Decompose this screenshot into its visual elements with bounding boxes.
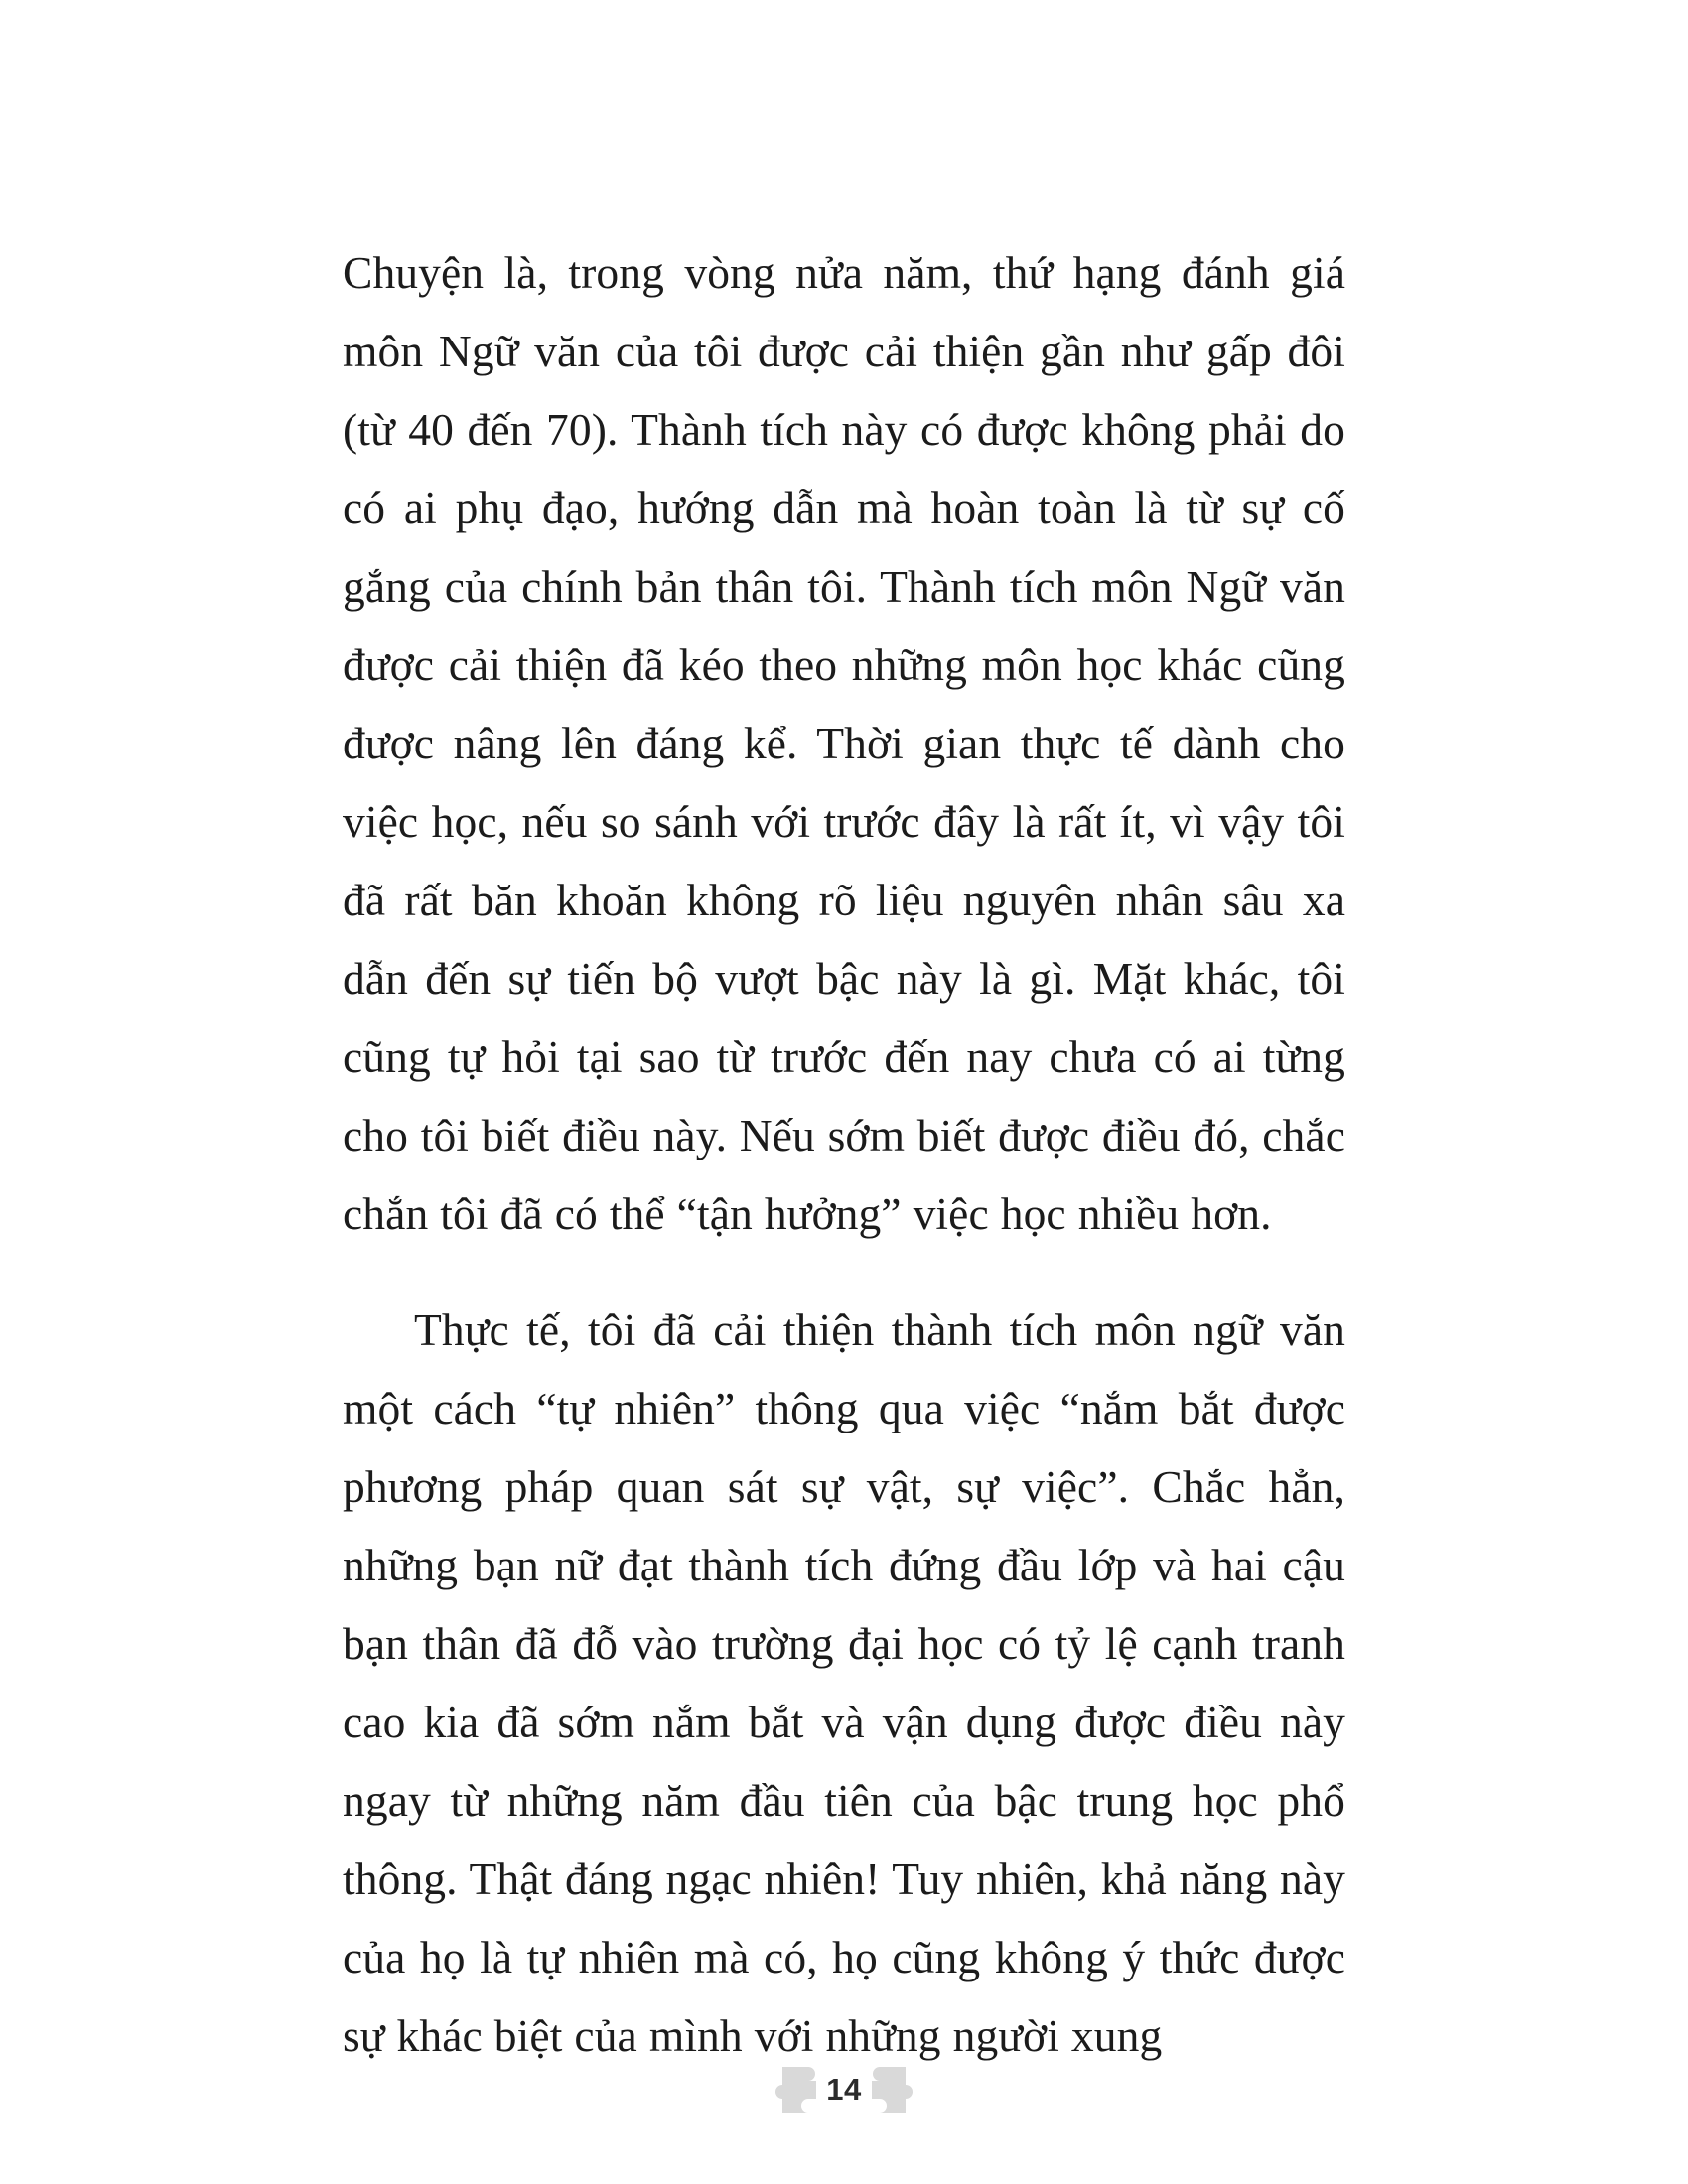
- paragraph-2: Thực tế, tôi đã cải thiện thành tích môn ngữ văn một cách “tự nhiên” thông qua việc “nắm bắt được phương pháp quan sát sự vật, sự việc”. Chắc hẳn, những bạn nữ đạt thành tích đứng đầu lớp và hai cậu bạn thân đã đỗ vào trường đại học có tỷ lệ cạnh tranh cao kia đã sớm nắm bắt và vận dụng được điều này ngay từ những năm đầu tiên của bậc trung học phổ thông. Thật đáng ngạc nhiên! Tuy nhiên, khả năng này của họ là tự nhiên mà có, họ cũng không ý thức được sự khác biệt của mình với những người xung: [343, 1304, 1345, 2061]
- page-footer: [0, 2045, 1688, 2134]
- page-number-badge: [774, 2053, 914, 2126]
- paragraph-1: Chuyện là, trong vòng nửa năm, thứ hạng đánh giá môn Ngữ văn của tôi được cải thiện gần như gấp đôi (từ 40 đến 70). Thành tích này có được không phải do có ai phụ đạo, hướng dẫn mà hoàn toàn là từ sự cố gắng của chính bản thân tôi. Thành tích môn Ngữ văn được cải thiện đã kéo theo những môn học khác cũng được nâng lên đáng kể. Thời gian thực tế dành cho việc học, nếu so sánh với trước đây là rất ít, vì vậy tôi đã rất băn khoăn không rõ liệu nguyên nhân sâu xa dẫn đến sự tiến bộ vượt bậc này là gì. Mặt khác, tôi cũng tự hỏi tại sao từ trước đến nay chưa có ai từng cho tôi biết điều này. Nếu sớm biết được điều đó, chắc chắn tôi đã có thể “tận hưởng” việc học nhiều hơn.: [343, 247, 1345, 1239]
- body-text-column: [343, 233, 1345, 2075]
- page-number: 14: [826, 2072, 862, 2107]
